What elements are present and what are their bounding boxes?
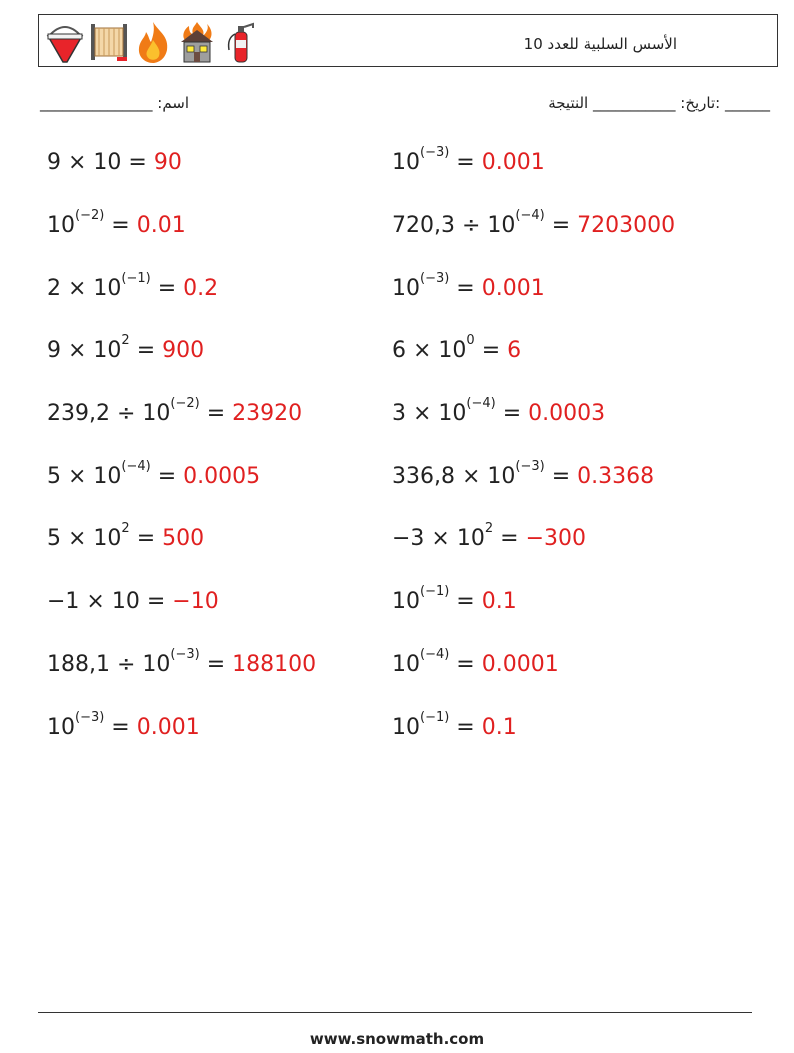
problem-item (47, 208, 186, 238)
exponent: (−4) (420, 647, 450, 662)
equals-sign: = (150, 464, 184, 489)
problem-expression: 9 × 10 (47, 338, 122, 363)
answer-value: 0.3368 (577, 464, 655, 489)
answer-value: 188100 (232, 652, 317, 677)
answer-value: 0.01 (136, 213, 186, 238)
equals-sign: = (104, 213, 137, 238)
problem-expression: 5 × 10 (47, 526, 122, 551)
problem-item (392, 271, 545, 301)
problem-expression: 5 × 10 (47, 464, 122, 489)
equals-sign: = (121, 150, 154, 175)
problem-expression: 720,3 ÷ 10 (392, 213, 516, 238)
problem-item (47, 521, 205, 551)
problem-expression: 10 (392, 150, 420, 175)
problem-expression: 10 (392, 715, 420, 740)
exponent: (−3) (170, 647, 200, 662)
problem-item (392, 145, 545, 175)
answer-value: 0.2 (183, 276, 219, 301)
date-score-label: ______ :تاريخ: ___________ النتيجة (548, 94, 770, 112)
worksheet-title: الأسس السلبية للعدد 10 (523, 35, 677, 53)
equals-sign: = (104, 715, 137, 740)
worksheet-header (38, 14, 778, 67)
exponent: 2 (121, 333, 130, 348)
problem-expression: −1 × 10 (47, 589, 140, 614)
equals-sign: = (449, 276, 482, 301)
exponent: (−2) (170, 396, 200, 411)
answer-value: 0.001 (481, 276, 545, 301)
problem-item (47, 591, 219, 613)
exponent: (−3) (420, 145, 450, 160)
problem-expression: 10 (47, 213, 75, 238)
answer-value: 23920 (232, 401, 303, 426)
icon-strip (45, 19, 261, 65)
answer-value: 0.0005 (183, 464, 261, 489)
name-field-label: اسم: _______________ (40, 94, 190, 112)
problem-item (47, 459, 261, 489)
equals-sign: = (544, 213, 578, 238)
problem-item (47, 396, 303, 426)
problem-expression: 188,1 ÷ 10 (47, 652, 171, 677)
burning-house-icon (177, 20, 217, 64)
problem-expression: 6 × 10 (392, 338, 467, 363)
problem-item (392, 459, 655, 489)
exponent: (−3) (420, 271, 450, 286)
equals-sign: = (150, 276, 184, 301)
flame-icon (133, 20, 173, 64)
answer-value: 0.1 (481, 715, 517, 740)
answer-value: 0.0001 (481, 652, 559, 677)
problem-item (392, 521, 586, 551)
problem-expression: 336,8 × 10 (392, 464, 516, 489)
equals-sign: = (474, 338, 508, 363)
problem-expression: 10 (392, 652, 420, 677)
fire-bucket-icon (45, 20, 85, 64)
equals-sign: = (139, 589, 173, 614)
equals-sign: = (129, 526, 163, 551)
exponent: (−1) (121, 271, 151, 286)
exponent: (−2) (75, 208, 105, 223)
problem-item (47, 647, 317, 677)
equals-sign: = (129, 338, 163, 363)
answer-value: 0.001 (136, 715, 200, 740)
fire-hose-icon (89, 20, 129, 64)
equals-sign: = (199, 401, 233, 426)
answer-value: 90 (153, 150, 182, 175)
answer-value: 0.0003 (528, 401, 606, 426)
problem-item (47, 710, 200, 740)
problem-expression: 9 × 10 (47, 150, 122, 175)
exponent: 2 (121, 521, 130, 536)
exponent: 0 (466, 333, 475, 348)
exponent: (−1) (420, 710, 450, 725)
problem-item (47, 333, 205, 363)
equals-sign: = (199, 652, 233, 677)
answer-value: 900 (162, 338, 205, 363)
fire-extinguisher-icon (221, 20, 261, 64)
exponent: (−4) (121, 459, 151, 474)
footer-url[interactable]: www.snowmath.com (309, 1030, 485, 1048)
equals-sign: = (495, 401, 529, 426)
answer-value: 0.1 (481, 589, 517, 614)
answer-value: 6 (507, 338, 522, 363)
answer-value: −10 (172, 589, 219, 614)
problem-expression: 3 × 10 (392, 401, 467, 426)
exponent: (−3) (515, 459, 545, 474)
answer-value: 0.001 (481, 150, 545, 175)
equals-sign: = (449, 589, 482, 614)
problem-item (392, 710, 517, 740)
problem-expression: 10 (392, 589, 420, 614)
answer-value: 500 (162, 526, 205, 551)
problem-expression: 10 (47, 715, 75, 740)
problem-item (47, 271, 219, 301)
equals-sign: = (449, 715, 482, 740)
equals-sign: = (449, 652, 482, 677)
problem-item (392, 647, 559, 677)
problem-item (392, 333, 522, 363)
problem-expression: −3 × 10 (392, 526, 485, 551)
problem-item (392, 584, 517, 614)
exponent: (−1) (420, 584, 450, 599)
exponent: (−4) (515, 208, 545, 223)
problem-expression: 239,2 ÷ 10 (47, 401, 171, 426)
equals-sign: = (544, 464, 578, 489)
equals-sign: = (449, 150, 482, 175)
exponent: (−3) (75, 710, 105, 725)
problem-expression: 2 × 10 (47, 276, 122, 301)
answer-value: 7203000 (577, 213, 676, 238)
footer-divider (38, 1012, 752, 1013)
problem-expression: 10 (392, 276, 420, 301)
problem-item (392, 208, 676, 238)
exponent: (−4) (466, 396, 496, 411)
answer-value: −300 (525, 526, 586, 551)
problem-item (47, 152, 182, 174)
exponent: 2 (484, 521, 494, 536)
equals-sign: = (493, 526, 526, 551)
problem-item (392, 396, 606, 426)
